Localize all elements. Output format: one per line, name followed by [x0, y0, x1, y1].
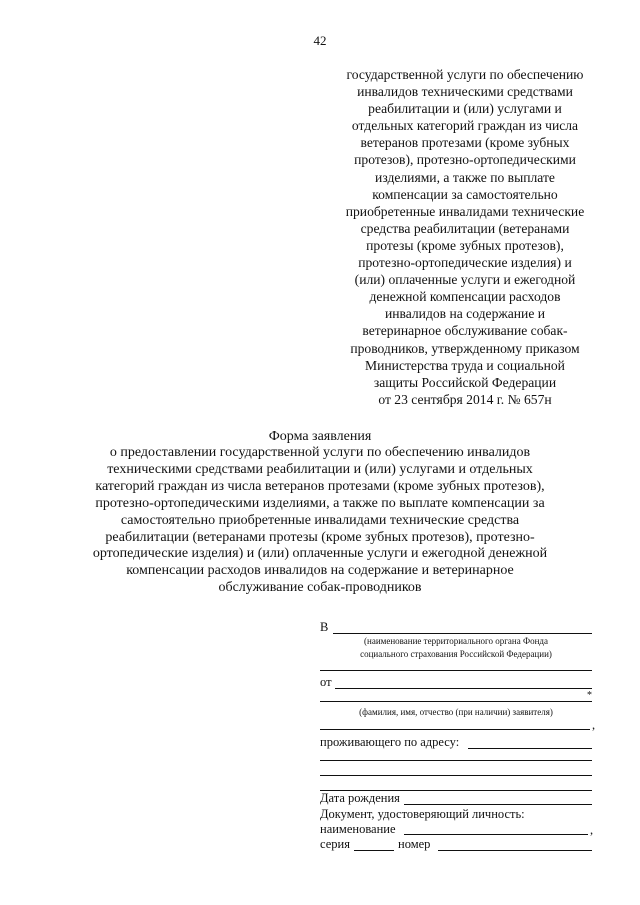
form-subtitle-line: протезно-ортопедическими изделиями, а также по выплате компенсации за	[95, 495, 545, 511]
to-field-line-2[interactable]	[320, 670, 592, 671]
approval-line: изделиями, а также по выплате	[375, 169, 555, 185]
to-field-line[interactable]	[333, 633, 592, 634]
address-field-line[interactable]	[468, 748, 592, 749]
address-label: проживающего по адресу:	[320, 735, 460, 749]
approval-line: ветеринарное обслуживание собак-	[362, 323, 568, 339]
form-subtitle	[40, 445, 600, 597]
approval-line: проводников, утвержденному приказом	[350, 340, 580, 356]
to-label: В	[320, 620, 329, 634]
approval-line: приобретенные инвалидами технические	[345, 203, 585, 219]
approval-line: государственной услуги по обеспечению	[346, 67, 584, 82]
footnote-star: *	[587, 690, 592, 701]
form-title: Форма заявления	[268, 429, 372, 444]
form-subtitle-line: обслуживание собак-проводников	[218, 580, 422, 596]
approval-line: протезы (кроме зубных протезов),	[366, 237, 564, 253]
form-subtitle-line: техническими средствами реабилитации и (или) услугами и отдельных	[107, 461, 533, 477]
comma: ,	[592, 718, 596, 732]
approval-line: защиты Российской Федерации	[373, 374, 557, 390]
approval-line: инвалидов на содержание и	[384, 306, 546, 322]
id-name-field-line[interactable]	[404, 834, 588, 835]
page-number: 42	[313, 33, 327, 48]
number-field-line[interactable]	[438, 850, 592, 851]
from-field-note: (фамилия, имя, отчество (при наличии) заявителя)	[359, 707, 553, 717]
approval-line: инвалидов техническими средствами	[357, 84, 573, 100]
approval-line: Министерства труда и социальной	[365, 357, 565, 373]
birth-date-label: Дата рождения	[320, 791, 400, 805]
approval-line: денежной компенсации расходов	[369, 289, 561, 305]
number-label: номер	[398, 837, 431, 851]
form-subtitle-line: компенсации расходов инвалидов на содержание и ветеринарное	[126, 563, 514, 579]
from-label: от	[320, 675, 332, 689]
address-field-line-2[interactable]	[320, 760, 592, 761]
series-label: серия	[320, 837, 350, 851]
approval-line: средства реабилитации (ветеранами	[360, 220, 570, 236]
birth-date-field-line[interactable]	[404, 804, 592, 805]
id-name-comma: ,	[590, 823, 594, 837]
form-subtitle-line: категорий граждан из числа ветеранов протезами (кроме зубных протезов),	[95, 478, 545, 494]
id-document-label: Документ, удостоверяющий личность:	[320, 807, 525, 821]
series-field-line[interactable]	[354, 850, 394, 851]
id-name-label: наименование	[320, 822, 396, 836]
from-field-line[interactable]	[335, 688, 592, 689]
approval-line: отдельных категорий граждан из числа	[351, 118, 579, 134]
approval-line: реабилитации и (или) услугами и	[368, 101, 562, 117]
from-field-line-3[interactable]	[320, 729, 590, 730]
approval-reference-block	[300, 66, 630, 408]
to-field-note-2: социального страхования Российской Федерации)	[360, 649, 552, 659]
approval-line: ветеранов протезами (кроме зубных	[360, 135, 570, 151]
form-subtitle-line: о предоставлении государственной услуги по обеспечению инвалидов	[109, 445, 531, 460]
address-field-line-3[interactable]	[320, 775, 592, 776]
from-field-line-2[interactable]	[320, 701, 592, 702]
form-subtitle-line: самостоятельно приобретенные инвалидами технические средства	[120, 512, 520, 528]
form-subtitle-line: реабилитации (ветеранами протезы (кроме зубных протезов), протезно-	[105, 529, 535, 545]
to-field-note-1: (наименование территориального органа Фонда	[364, 636, 548, 646]
approval-line: (или) оплаченные услуги и ежегодной	[354, 272, 576, 288]
form-subtitle-line: ортопедические изделия) и (или) оплаченные услуги и ежегодной денежной	[92, 546, 548, 562]
approval-line: протезов), протезно-ортопедическими	[354, 152, 576, 168]
approval-line: от 23 сентября 2014 г. № 657н	[378, 391, 552, 407]
approval-line: компенсации за самостоятельно	[372, 186, 558, 202]
approval-line: протезно-ортопедические изделия) и	[358, 255, 572, 271]
